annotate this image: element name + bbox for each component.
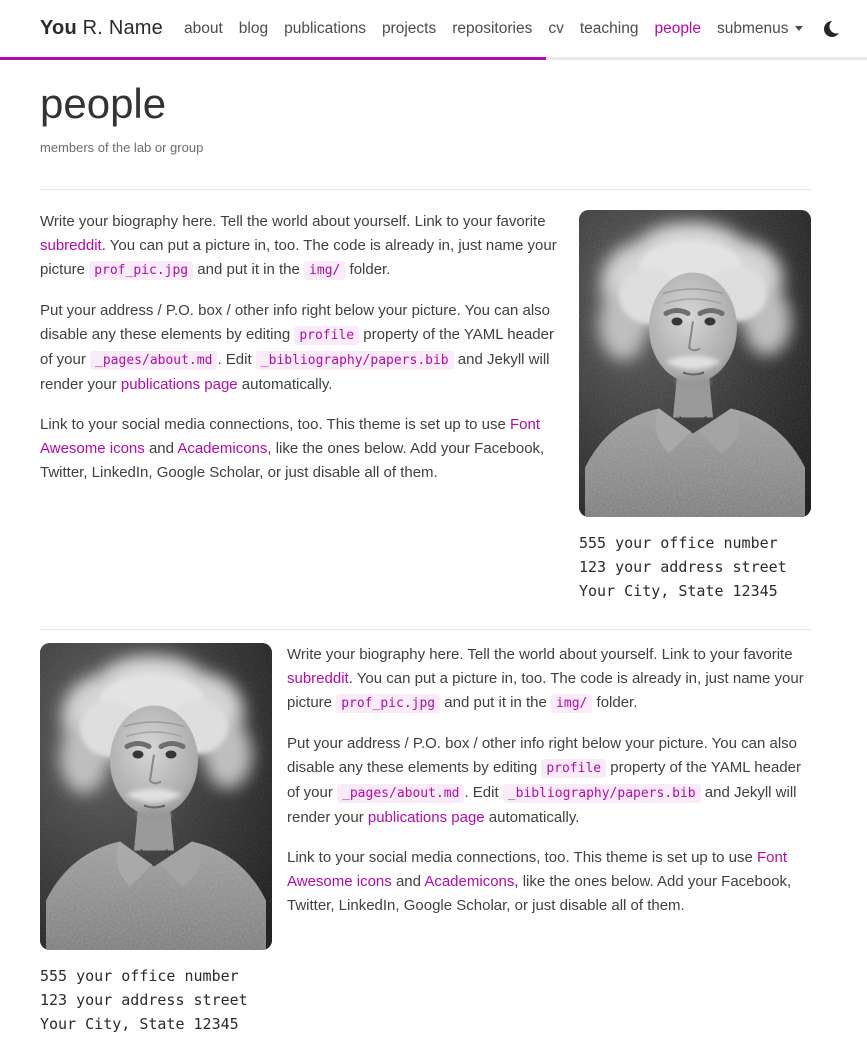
navbar xyxy=(0,0,867,57)
profile-address xyxy=(40,964,272,1036)
nav-item xyxy=(276,20,374,38)
inline-link[interactable]: Font Awesome icons xyxy=(287,849,787,890)
nav-item xyxy=(374,20,444,38)
profiles-list xyxy=(40,210,811,1036)
inline-link[interactable]: publications page xyxy=(120,376,238,393)
nav-item-teaching[interactable]: teaching xyxy=(579,19,639,37)
nav-item xyxy=(572,20,647,38)
chevron-down-icon xyxy=(795,26,803,31)
inline-code: prof_pic.jpg xyxy=(89,261,193,280)
nav-item-blog[interactable]: blog xyxy=(238,19,269,37)
einstein-portrait-photo xyxy=(40,643,272,950)
inline-link[interactable]: Academicons xyxy=(424,873,515,890)
nav-item-about[interactable]: about xyxy=(183,19,223,37)
address-line: Your City, State 12345 xyxy=(579,582,778,600)
einstein-portrait-photo xyxy=(579,210,811,517)
inline-code: profile xyxy=(541,759,606,778)
nav-item-submenus[interactable]: submenus xyxy=(709,20,811,37)
nav-item-repositories[interactable]: repositories xyxy=(452,19,533,37)
profile-section xyxy=(40,210,811,603)
address-line: 123 your address street xyxy=(579,558,787,576)
nav-links xyxy=(176,20,811,38)
nav-item xyxy=(646,20,709,38)
profile-bio xyxy=(287,643,811,918)
profile-photo-column xyxy=(40,643,272,1036)
site-brand[interactable] xyxy=(40,17,163,40)
bio-paragraph: Link to your social media connections, too. This theme is set up to use Font Awesome icons and Academicons, like the ones below. Add your Facebook, Twitter, LinkedIn, Google Scholar, or just disable all of them. xyxy=(287,849,792,914)
nav-item xyxy=(231,20,276,38)
nav-item xyxy=(709,20,811,38)
profile-photo-column xyxy=(579,210,811,603)
inline-link[interactable]: Academicons xyxy=(177,440,268,457)
page-title: people xyxy=(40,80,167,127)
main-content xyxy=(40,60,811,1050)
profile-divider xyxy=(40,629,811,630)
inline-code: _bibliography/papers.bib xyxy=(256,351,454,370)
inline-code: profile xyxy=(294,326,359,345)
page-description: members of the lab or group xyxy=(40,140,204,155)
moon-icon xyxy=(823,19,843,39)
nav-item xyxy=(540,20,572,38)
bio-paragraph: Write your biography here. Tell the world about yourself. Link to your favorite subreddit. You can put a picture in, too. The code is already in, just name your picture prof_pic.jpg and put it in the img/ folder. xyxy=(40,213,557,278)
inline-code: _bibliography/papers.bib xyxy=(503,784,701,803)
einstein-portrait-art xyxy=(40,643,272,950)
inline-link[interactable]: subreddit xyxy=(40,237,102,254)
profile-bio xyxy=(40,210,564,485)
inline-code: prof_pic.jpg xyxy=(336,694,440,713)
nav-item-people[interactable]: people xyxy=(654,19,701,37)
bio-paragraph: Link to your social media connections, too. This theme is set up to use Font Awesome icons and Academicons, like the ones below. Add your Facebook, Twitter, LinkedIn, Google Scholar, or just disable all of them. xyxy=(40,416,545,481)
inline-link[interactable]: subreddit xyxy=(287,670,349,687)
header-divider xyxy=(40,189,811,190)
address-line: Your City, State 12345 xyxy=(40,1015,239,1033)
nav-item xyxy=(444,20,540,38)
einstein-portrait-art xyxy=(579,210,811,517)
nav-item-projects[interactable]: projects xyxy=(381,19,437,37)
address-line: 123 your address street xyxy=(40,991,248,1009)
inline-link[interactable]: publications page xyxy=(367,809,485,826)
profile-section xyxy=(40,643,811,1036)
bio-paragraph: Write your biography here. Tell the world about yourself. Link to your favorite subreddit. You can put a picture in, too. The code is already in, just name your picture prof_pic.jpg and put it in the img/ folder. xyxy=(287,646,804,711)
bio-paragraph: Put your address / P.O. box / other info right below your picture. You can also disable any these elements by editing profile property of the YAML header of your _pages/about.md . Edit _bibliography/papers.bib and Jekyll will render your publications page automatically. xyxy=(40,302,554,393)
inline-code: img/ xyxy=(551,694,592,713)
profile-address xyxy=(579,531,811,603)
inline-code: _pages/about.md xyxy=(90,351,217,370)
nav-item-publications[interactable]: publications xyxy=(284,19,366,37)
address-line: 555 your office number xyxy=(579,534,778,552)
site-brand-first: You xyxy=(40,17,77,39)
dark-mode-toggle[interactable] xyxy=(821,17,845,41)
bio-paragraph: Put your address / P.O. box / other info right below your picture. You can also disable any these elements by editing profile property of the YAML header of your _pages/about.md . Edit _bibliography/papers.bib and Jekyll will render your publications page automatically. xyxy=(287,735,801,826)
inline-code: _pages/about.md xyxy=(337,784,464,803)
page-header xyxy=(40,60,811,155)
nav-item xyxy=(176,20,231,38)
inline-link[interactable]: Font Awesome icons xyxy=(40,416,540,457)
nav-item-cv[interactable]: cv xyxy=(548,19,564,37)
site-brand-last: R. Name xyxy=(82,17,163,39)
inline-code: img/ xyxy=(304,261,345,280)
address-line: 555 your office number xyxy=(40,967,239,985)
